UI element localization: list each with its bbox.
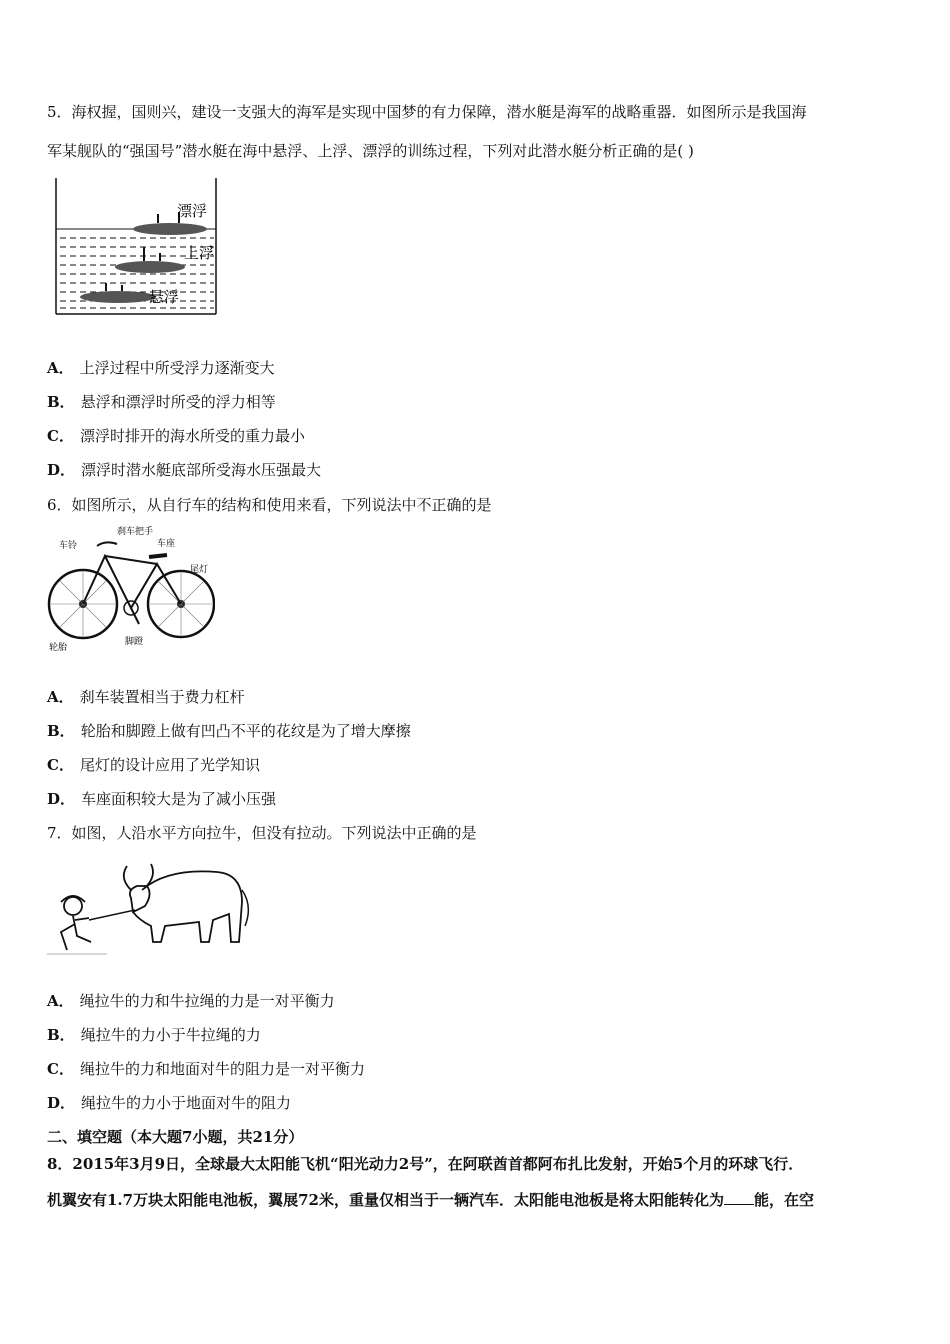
bicycle-figure: [45, 524, 215, 654]
label-seat: 车座: [157, 539, 176, 549]
q7-stem: 7．如图，人沿水平方向拉牛，但没有拉动。下列说法中正确的是: [47, 824, 477, 842]
answer-blank[interactable]: [724, 1190, 754, 1205]
q7-option-d: D． 绳拉牛的力小于地面对牛的阻力: [47, 1094, 292, 1112]
label-suspend: 悬浮: [149, 288, 180, 306]
label-rise: 上浮: [184, 244, 215, 262]
label-float: 漂浮: [177, 202, 208, 220]
label-pedal: 脚蹬: [125, 637, 144, 647]
label-tire: 轮胎: [49, 643, 68, 653]
label-taillight: 尾灯: [190, 565, 209, 575]
q7-option-a: A． 绳拉牛的力和牛拉绳的力是一对平衡力: [47, 992, 335, 1010]
q5-option-a: A． 上浮过程中所受浮力逐渐变大: [47, 359, 275, 377]
q7-option-c: C． 绳拉牛的力和地面对牛的阻力是一对平衡力: [47, 1060, 365, 1078]
q8-stem-line1: 8．2015年3月9日，全球最大太阳能飞机“阳光动力2号”，在阿联酋首都阿布扎比发射，开始5个月的环球飞行．: [47, 1155, 804, 1173]
q5-stem-line2: 军某舰队的“强国号”潜水艇在海中悬浮、上浮、漂浮的训练过程，下列对此潜水艇分析正确的是( ): [47, 142, 694, 160]
q5-option-b: B． 悬浮和漂浮时所受的浮力相等: [47, 393, 276, 411]
q6-option-d: D． 车座面积较大是为了减小压强: [47, 790, 277, 808]
q7-option-b: B． 绳拉牛的力小于牛拉绳的力: [47, 1026, 261, 1044]
q6-option-c: C． 尾灯的设计应用了光学知识: [47, 756, 260, 774]
man-pulling-ox-figure: [47, 850, 252, 970]
submarine-figure: [52, 176, 222, 318]
q8-stem-line2: 机翼安有1.7万块太阳能电池板，翼展72米，重量仅相当于一辆汽车．太阳能电池板是将太阳能转化为 能，在空: [47, 1191, 814, 1209]
label-bell: 车铃: [59, 541, 78, 551]
label-brake: 刹车把手: [117, 527, 154, 537]
q5-stem-line1: 5．海权握，国则兴，建设一支强大的海军是实现中国梦的有力保障，潜水艇是海军的战略重器．如图所示是我国海: [47, 103, 807, 121]
q5-option-d: D． 漂浮时潜水艇底部所受海水压强最大: [47, 461, 322, 479]
q6-option-b: B． 轮胎和脚蹬上做有凹凸不平的花纹是为了增大摩擦: [47, 722, 411, 740]
q6-option-a: A． 刹车装置相当于费力杠杆: [47, 688, 245, 706]
section-heading-fill-in: 二、填空题（本大题7小题，共21分）: [47, 1128, 304, 1146]
q6-stem: 6．如图所示，从自行车的结构和使用来看，下列说法中不正确的是: [47, 496, 492, 514]
q5-option-c: C． 漂浮时排开的海水所受的重力最小: [47, 427, 305, 445]
